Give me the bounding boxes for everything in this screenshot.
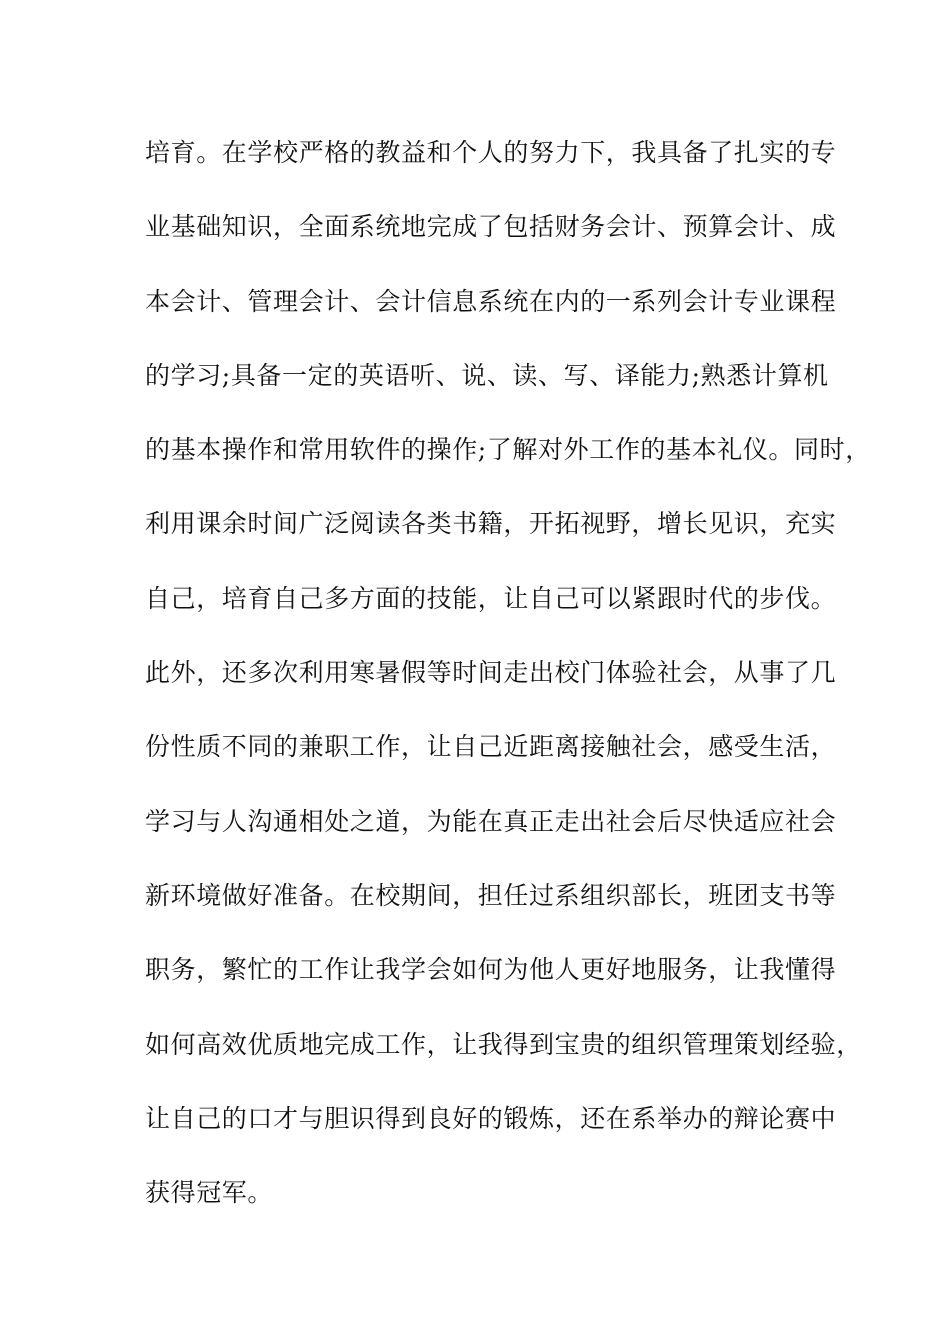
text-line-1: 培育。在学校严格的教益和个人的努力下，我具备了扎实的专 xyxy=(145,138,837,167)
text-line-11: 新环境做好准备。在校期间，担任过系组织部长，班团支书等 xyxy=(145,880,837,910)
text-line-2: 业基础知识，全面系统地完成了包括财务会计、预算会计、成 xyxy=(145,212,837,242)
text-line-9: 份性质不同的兼职工作，让自己近距离接触社会，感受生活， xyxy=(145,732,837,762)
text-line-8: 此外，还多次利用寒暑假等时间走出校门体验社会，从事了几 xyxy=(145,658,837,688)
text-line-12: 职务，繁忙的工作让我学会如何为他人更好地服务，让我懂得 xyxy=(145,955,837,985)
body-paragraph xyxy=(145,129,871,1243)
text-line-15: 获得冠军。 xyxy=(145,1178,274,1208)
text-line-3: 本会计、管理会计、会计信息系统在内的一系列会计专业课程 xyxy=(145,286,837,316)
text-line-13: 如何高效优质地完成工作，让我得到宝贵的组织管理策划经验， xyxy=(145,1029,862,1059)
text-line-6: 利用课余时间广泛阅读各类书籍，开拓视野，增长见识，充实 xyxy=(145,509,837,539)
text-line-10: 学习与人沟通相处之道，为能在真正走出社会后尽快适应社会 xyxy=(145,806,837,836)
text-line-4: 的学习;具备一定的英语听、说、读、写、译能力;熟悉计算机 xyxy=(145,360,829,390)
text-line-5: 的基本操作和常用软件的操作;了解对外工作的基本礼仪。同时， xyxy=(145,435,871,465)
text-line-7: 自己，培育自己多方面的技能，让自己可以紧跟时代的步伐。 xyxy=(145,583,837,613)
text-line-14: 让自己的口才与胆识得到良好的锻炼，还在系举办的辩论赛中 xyxy=(145,1103,837,1133)
